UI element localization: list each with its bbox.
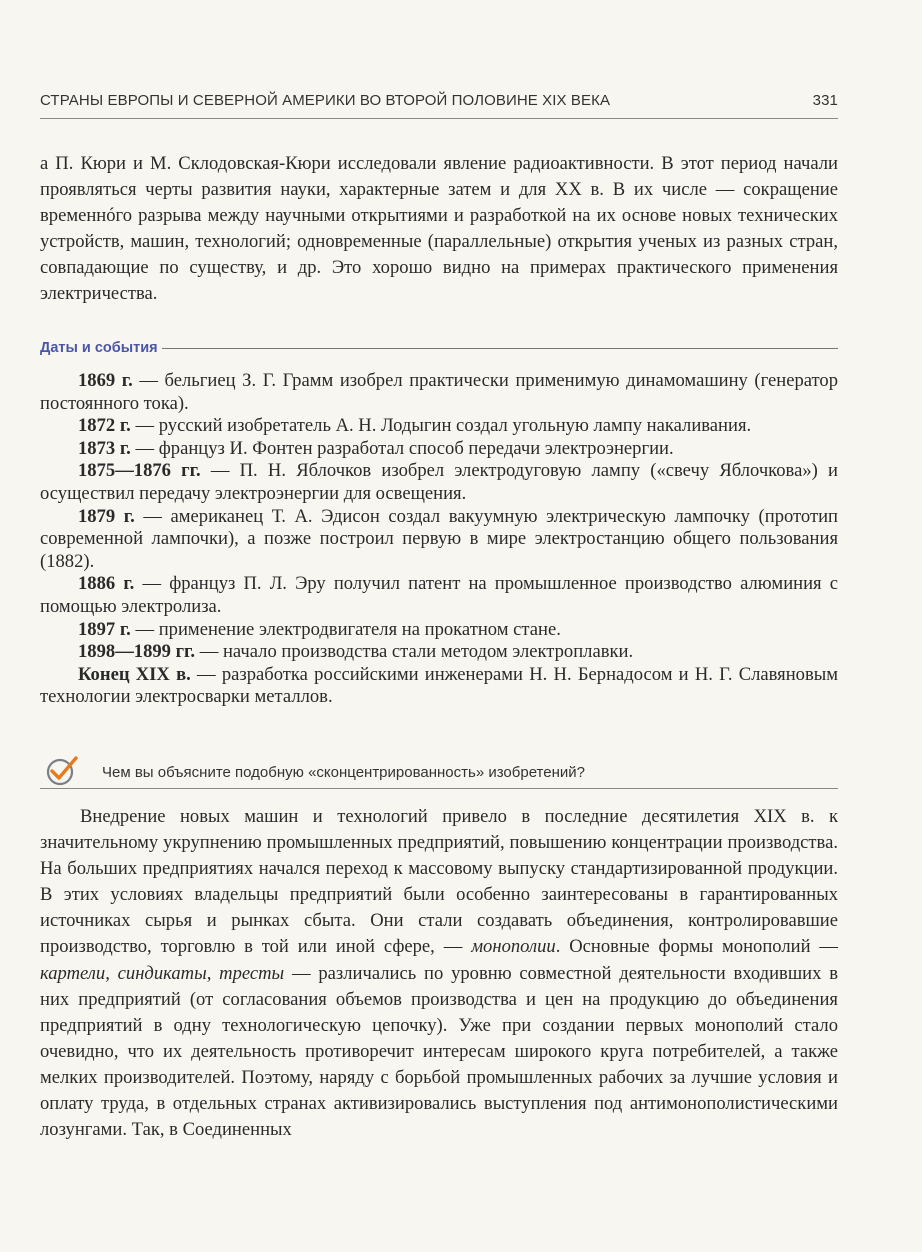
event-text: — француз П. Л. Эру получил патент на промышленное производство алюминия с помощью электролиза. [40,573,838,617]
event-date: 1879 г. [78,505,135,527]
event-text: — американец Т. А. Эдисон создал вакуумную электрическую лампочку (прототип современной лампочки), а позже построил первую в мире электростанцию общего пользования (1882). [40,505,838,572]
main-paragraph [40,804,838,1143]
event-text: — бельгиец З. Г. Грамм изобрел практически применимую динамомашину (генератор постоянного тока). [40,370,838,414]
event-date: 1873 г. [78,437,131,459]
paragraph-text: — различались по уровню совместной деятельности входивших в них предприятий (от согласования объемов производства и цен на продукцию до объединения предприятий в одну технологическую цепочку). Уже при создании первых монополий стало очевидно, что их деятельность противоречит интересам широкого круга потребителей, а также мелких производителей. Поэтому, наряду с борьбой промышленных рабочих за лучшие условия и оплату труда, в отдельных странах активизировались выступления под антимонополистическими лозунгами. Так, в Соединенных [40,962,838,1141]
section-heading [40,340,838,356]
event-date: 1869 г. [78,370,133,391]
event-item [40,641,838,664]
question-divider [40,788,838,789]
event-item [40,506,838,574]
section-title: Даты и события [40,340,158,356]
event-date: 1897 г. [78,618,131,640]
event-text: — П. Н. Яблочков изобрел электродуговую лампу («свечу Яблочкова») и осуществил передачу электроэнергии для освещения. [40,460,838,504]
term-monopolies: монополии [471,936,556,958]
chapter-title: СТРАНЫ ЕВРОПЫ И СЕВЕРНОЙ АМЕРИКИ ВО ВТОРОЙ ПОЛОВИНЕ XIX ВЕКА [40,92,611,109]
event-item [40,370,838,415]
checkmark-question-icon [42,752,82,792]
event-date: Конец XIX в. [78,663,191,685]
event-text: — русский изобретатель А. Н. Лодыгин создал угольную лампу накаливания. [130,415,752,437]
events-list [40,370,838,709]
paragraph-text: Внедрение новых машин и технологий привело в последние десятилетия XIX в. к значительному укрупнению промышленных предприятий, повышению концентрации производства. На больших предприятиях начался переход к массовому выпуску стандартизированной продукции. В этих условиях владельцы предприятий были особенно заинтересованы в гарантированных источниках сырья и рынках сбыта. Они стали создавать объединения, контролировавшие производство, торговлю в той или иной сфере, — [40,806,838,958]
event-date: 1872 г. [78,415,131,437]
event-item [40,664,838,709]
event-text: — разработка российскими инженерами Н. Н. Бернадосом и Н. Г. Славяновым технологии электросварки металлов. [40,663,838,708]
event-item [40,438,838,461]
event-text: — француз И. Фонтен разработал способ передачи электроэнергии. [130,437,674,459]
question-text: Чем вы объясните подобную «сконцентрированность» изобретений? [102,763,585,781]
event-date: 1898—1899 гг. [78,641,196,663]
page-number: 331 [812,92,838,109]
event-text: — начало производства стали методом электроплавки. [195,641,634,663]
running-header [40,92,838,109]
paragraph-text: . Основные формы монополий — [555,936,838,958]
term-monopoly-forms: картели, синдикаты, тресты [40,962,285,984]
intro-paragraph: а П. Кюри и М. Склодовская-Кюри исследовали явление радиоактивности. В этот период начали проявляться черты развития науки, характерные затем и для XX в. В их числе — сокращение временнóго разрыва между научными открытиями и разработкой на их основе новых технических устройств, машин, технологий; одновременные (параллельные) открытия ученых из разных стран, совпадающие по существу, и др. Это хорошо видно на примерах практического применения электричества. [40,153,838,305]
event-date: 1875—1876 гг. [78,460,201,482]
event-item [40,573,838,618]
header-divider [40,118,838,119]
event-item [40,415,838,438]
event-date: 1886 г. [78,573,135,595]
section-rule [162,348,838,349]
event-item [40,460,838,505]
event-item [40,619,838,642]
event-text: — применение электродвигателя на прокатном стане. [130,618,561,640]
question-box [40,752,838,792]
